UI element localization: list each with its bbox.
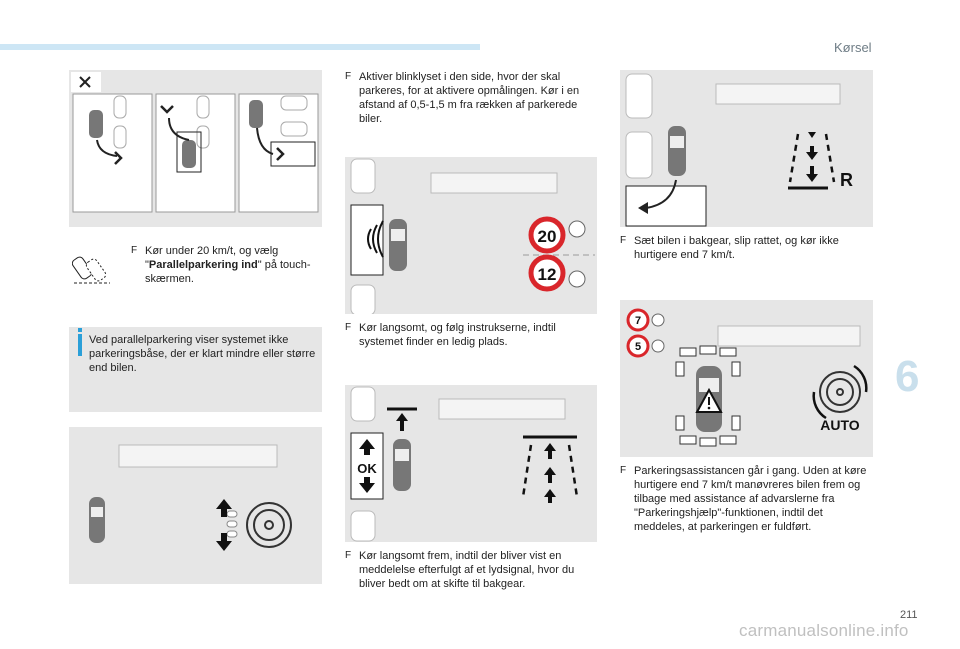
speed-limit-sign <box>531 219 563 251</box>
ok-label: OK <box>357 461 377 476</box>
step-1: F Aktiver blinklyset i den side, hvor der skal parkeres, for at aktivere opmålingen. Kør i en afstand af 0,5-1,5 m fra rækken af parkerede biler. <box>345 70 595 126</box>
figure-reverse-gear <box>620 70 873 227</box>
car-icon <box>668 126 686 176</box>
car-icon <box>89 497 105 543</box>
arrow-down-icon <box>806 132 818 182</box>
figure-space-found <box>345 385 597 542</box>
header-accent-bar <box>0 44 480 50</box>
arrow-up-icon <box>396 413 408 431</box>
steering-wheel-icon <box>652 314 664 352</box>
rotate-arrows-icon <box>814 366 867 418</box>
gear-r-label: R <box>840 170 853 190</box>
info-text: Ved parallelparkering viser systemet ikke parkeringsbåse, der er klart mindre eller større end bilen. <box>89 334 316 374</box>
car-icon <box>389 219 407 271</box>
svg-text:20: 20 <box>537 227 557 246</box>
chapter-number: 6 <box>895 352 920 401</box>
step-2: F Kør langsomt, og følg instrukserne, indtil systemet finder en ledig plads. <box>345 321 595 349</box>
speed-limit-sign <box>531 257 563 289</box>
svg-text:7: 7 <box>634 315 642 327</box>
figure-searching-space <box>345 157 597 314</box>
step-5: F Parkeringsassistancen går i gang. Uden at køre hurtigere end 7 km/t manøvreres bilen frem og tilbage med assistance af advarslerne fra "Parkeringshjælp"-funktionen, indtil det meddeles, at parkeringen er fuldført. <box>620 464 872 534</box>
arrow-up-icon <box>544 443 556 503</box>
figure-auto-maneuver <box>620 300 873 457</box>
svg-text:12: 12 <box>537 265 557 284</box>
parking-mode-icon <box>72 251 112 285</box>
figure-touchscreen-screens <box>69 70 322 227</box>
svg-text:5: 5 <box>634 341 642 353</box>
info-icon <box>78 334 82 356</box>
steering-wheel-icon <box>569 221 585 287</box>
watermark: carmanualsonline.info <box>739 621 909 640</box>
speed-limit-sign <box>628 336 648 356</box>
figure-steering-prompt <box>69 427 322 584</box>
step-4: F Sæt bilen i bakgear, slip rattet, og kør ikke hurtigere end 7 km/t. <box>620 234 872 262</box>
step-3: F Kør langsomt frem, indtil der bliver vist en meddelelse efterfulgt af et lydsignal, hvor du bliver bedt om at skifte til bakgear. <box>345 549 601 591</box>
step-intro: F Kør under 20 km/t, og vælg "Parallelparkering ind" på touch-skærmen. <box>131 244 317 286</box>
steering-wheel-icon <box>247 503 291 547</box>
section-title: Kørsel <box>834 40 872 55</box>
auto-label: AUTO <box>820 417 860 433</box>
page-number: 211 <box>900 609 918 621</box>
steering-wheel-icon <box>820 372 860 412</box>
car-icon <box>393 439 411 491</box>
info-box <box>69 327 322 412</box>
speed-limit-sign <box>628 310 648 330</box>
